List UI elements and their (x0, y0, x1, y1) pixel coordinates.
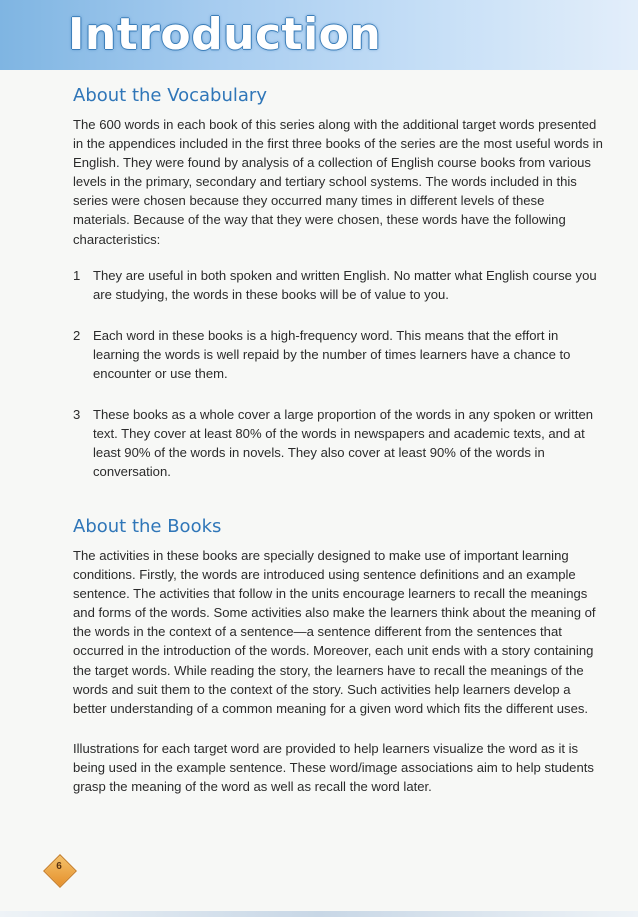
list-item-text: These books as a whole cover a large proportion of the words in any spoken or written text. They cover at least 80% of the words in newspapers and academic texts, and at least 90% of the words in novels. They also cover at least 90% of the words in conversation. (93, 407, 594, 480)
books-paragraph-illustrations: Illustrations for each target word are provided to help learners visualize the word as it is being used in the example sentence. These word/image associations aim to help students grasp the meaning of the word as well as recall the word later. (73, 740, 594, 795)
books-section (73, 515, 601, 796)
list-item-text: They are useful in both spoken and written English. No matter what English course you are studying, the words in these books will be of value to you. (93, 267, 597, 302)
bottom-edge-divider (0, 911, 638, 917)
page-title: Introduction (68, 9, 382, 60)
list-item (73, 326, 603, 383)
page-number: 6 (56, 861, 62, 872)
list-item-number: 1 (73, 267, 81, 283)
list-item-number: 3 (73, 407, 81, 423)
vocabulary-intro-paragraph: The 600 words in each book of this series along with the additional target words presented in the appendices included in the first three books of the series are the most useful words in English. They were found by analysis of a collection of English course books from various levels in the primary, secondary and tertiary school systems. The words included in this series were chosen because they occurred many times in different levels of these materials. Because of the way that they were chosen, these words have the following characteristics: (73, 117, 603, 247)
section-title-books: About the Books (73, 516, 222, 537)
section-title-vocabulary: About the Vocabulary (73, 85, 267, 106)
characteristics-list (73, 266, 603, 482)
vocabulary-section (73, 84, 603, 482)
page-number-badge (41, 852, 77, 888)
list-item (73, 405, 603, 481)
list-item-number: 2 (73, 327, 81, 343)
list-item (73, 266, 603, 304)
books-paragraph-activities: The activities in these books are specially designed to make use of important learning conditions. Firstly, the words are introduced using sentence definitions and an example sentence. The activities that follow in the units encourage learners to recall the meanings and forms of the words. Some activities also make the learners think about the meaning of the words in the context of a sentence—a sentence different from the sentences that occurred in the introduction of the words. Moreover, each unit ends with a story containing the target words. While reading the story, the learners have to recall the meanings of the words and suit them to the context of the story. Such activities help learners develop a better understanding of a common meaning for a given word which fits the different uses. (73, 548, 596, 716)
list-item-text: Each word in these books is a high-frequency word. This means that the effort in learning the words is well repaid by the number of times learners have a chance to encounter or use them. (93, 327, 571, 382)
